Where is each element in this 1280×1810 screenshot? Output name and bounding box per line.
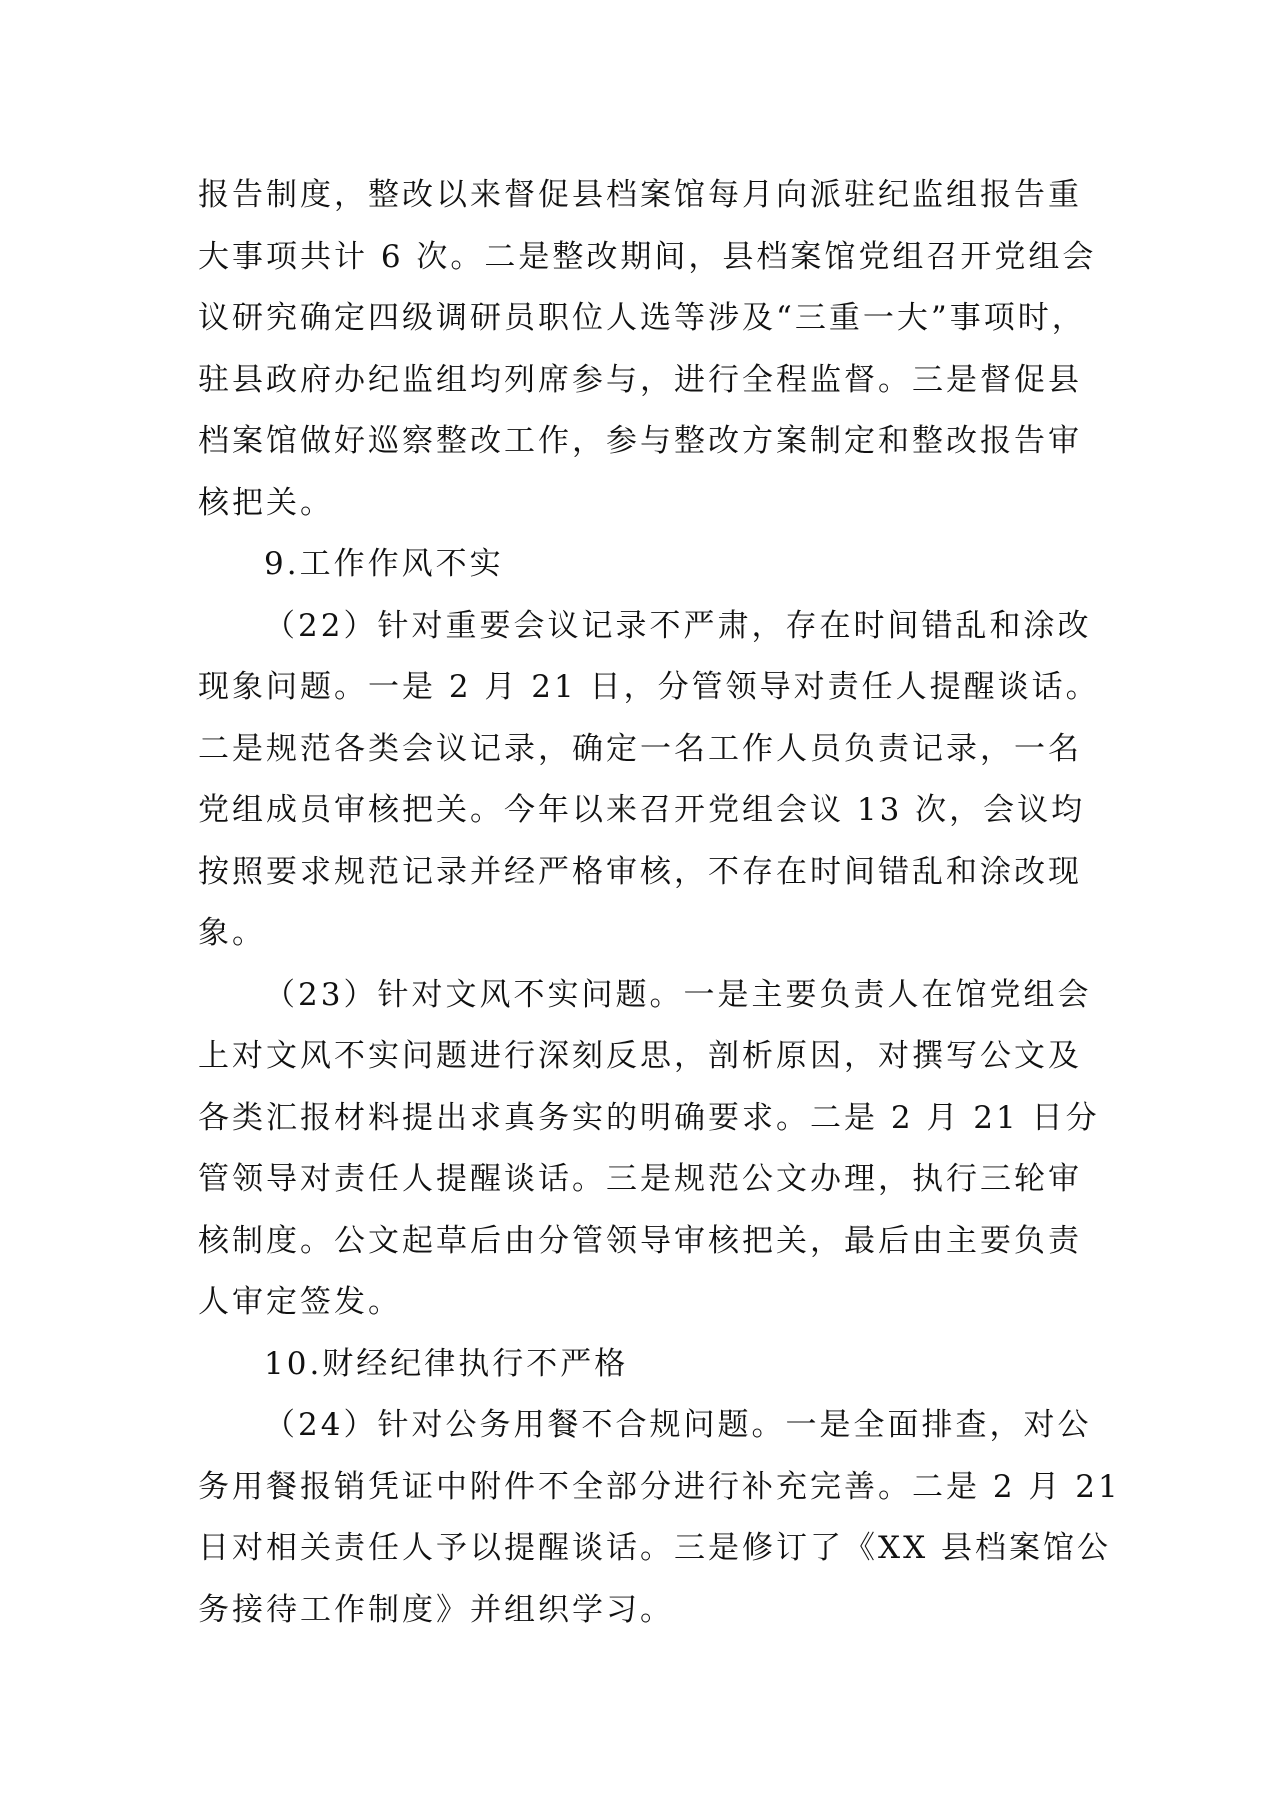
- text-line: 日对相关责任人予以提醒谈话。三是修订了《XX 县档案馆公: [198, 1530, 1111, 1566]
- text-line: 各类汇报材料提出求真务实的明确要求。二是 2 月 21 日分: [198, 1099, 1100, 1136]
- text-line: 9.工作作风不实: [264, 546, 504, 582]
- text-line: 象。: [198, 915, 266, 951]
- text-line: 核把关。: [198, 484, 334, 521]
- text-line: 档案馆做好巡察整改工作，参与整改方案制定和整改报告审: [198, 423, 1082, 459]
- text-line: 报告制度，整改以来督促县档案馆每月向派驻纪监组报告重: [198, 177, 1082, 213]
- text-line: 二是规范各类会议记录，确定一名工作人员负责记录，一名: [198, 730, 1082, 767]
- text-line: 议研究确定四级调研员职位人选等涉及“三重一大”事项时，: [198, 300, 1086, 336]
- text-line: 人审定签发。: [198, 1284, 402, 1320]
- text-line: 务接待工作制度》并组织学习。: [198, 1591, 674, 1628]
- text-line: 核制度。公文起草后由分管领导审核把关，最后由主要负责: [198, 1222, 1082, 1259]
- text-line: （23）针对文风不实问题。一是主要负责人在馆党组会: [264, 976, 1092, 1013]
- text-line: 务用餐报销凭证中附件不全部分进行补充完善。二是 2 月 21: [198, 1468, 1121, 1505]
- text-line: 管领导对责任人提醒谈话。三是规范公文办理，执行三轮审: [198, 1161, 1082, 1197]
- text-line: 驻县政府办纪监组均列席参与，进行全程监督。三是督促县: [198, 361, 1082, 398]
- text-line: 大事项共计 6 次。二是整改期间，县档案馆党组召开党组会: [198, 238, 1097, 275]
- text-line: 上对文风不实问题进行深刻反思，剖析原因，对撰写公文及: [198, 1038, 1082, 1074]
- text-line: 党组成员审核把关。今年以来召开党组会议 13 次，会议均: [198, 792, 1086, 828]
- text-line: 现象问题。一是 2 月 21 日，分管领导对责任人提醒谈话。: [198, 669, 1100, 705]
- document-body: [198, 165, 1121, 1641]
- text-line: 按照要求规范记录并经严格审核，不存在时间错乱和涂改现: [198, 853, 1082, 890]
- text-line: （22）针对重要会议记录不严肃，存在时间错乱和涂改: [264, 607, 1092, 644]
- text-line: 10.财经纪律执行不严格: [264, 1345, 629, 1382]
- text-line: （24）针对公务用餐不合规问题。一是全面排查，对公: [264, 1407, 1092, 1443]
